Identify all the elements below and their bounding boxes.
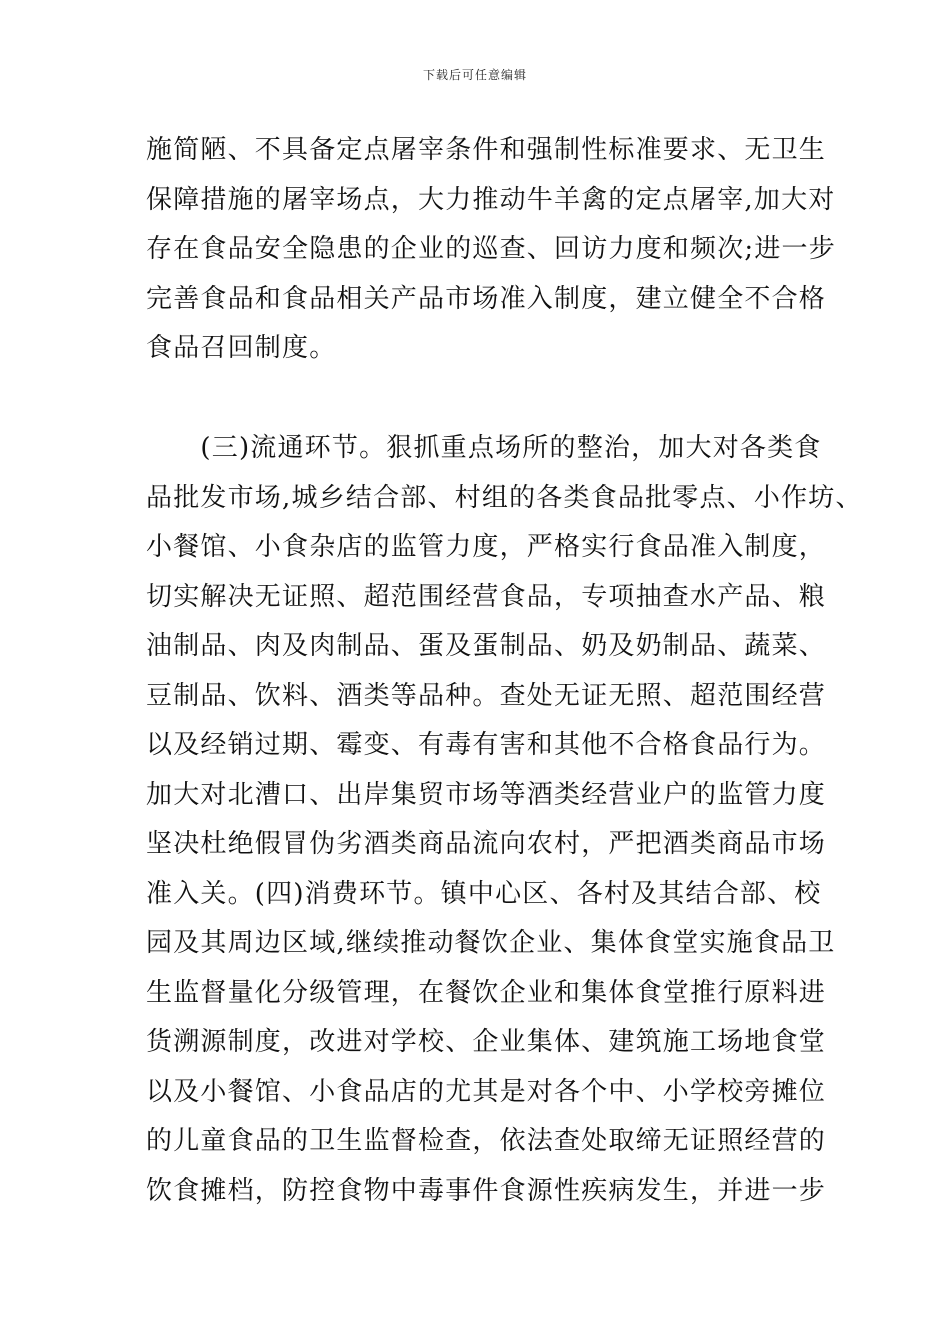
header-note: 下载后可任意编辑 — [422, 68, 527, 82]
text-line: 的儿童食品的卫生监督检查，依法查处取缔无证照经营的 — [146, 1126, 827, 1156]
paragraph-1 — [146, 126, 836, 374]
text-line: 保障措施的屠宰场点，大力推动牛羊禽的定点屠宰,加大对 — [146, 184, 836, 215]
text-line: 存在食品安全隐患的企业的巡查、回访力度和频次;进一步 — [146, 234, 836, 264]
text-line: (三)流通环节。狠抓重点场所的整治，加大对各类食 — [146, 433, 822, 463]
text-line: 油制品、肉及肉制品、蛋及蛋制品、奶及奶制品、蔬菜、 — [146, 631, 827, 661]
text-line: 饮食摊档，防控食物中毒事件食源性疾病发生，并进一步 — [146, 1175, 827, 1206]
text-line: 坚决杜绝假冒伪劣酒类商品流向农村，严把酒类商品市场 — [146, 829, 827, 859]
text-line: 以及经销过期、霉变、有毒有害和其他不合格食品行为。 — [146, 730, 827, 760]
paragraph-2 — [146, 424, 863, 1216]
text-line: 施简陋、不具备定点屠宰条件和强制性标准要求、无卫生 — [146, 135, 827, 165]
text-line: 小餐馆、小食杂店的监管力度，严格实行食品准入制度， — [146, 532, 827, 562]
text-line: 加大对北漕口、出岸集贸市场等酒类经营业户的监管力度 — [146, 779, 827, 810]
text-line: 以及小餐馆、小食品店的尤其是对各个中、小学校旁摊位 — [146, 1076, 827, 1107]
text-line: 完善食品和食品相关产品市场准入制度，建立健全不合格 — [146, 283, 827, 314]
text-line: 豆制品、饮料、酒类等品种。查处无证无照、超范围经营 — [146, 680, 827, 711]
text-line: 准入关。(四)消费环节。镇中心区、各村及其结合部、校 — [146, 878, 822, 909]
text-line: 园及其周边区域,继续推动餐饮企业、集体食堂实施食品卫 — [146, 928, 836, 958]
text-line: 品批发市场,城乡结合部、村组的各类食品批零点、小作坊、 — [146, 482, 863, 513]
text-line: 切实解决无证照、超范围经营食品，专项抽查水产品、粮 — [146, 581, 827, 612]
text-line: 货溯源制度，改进对学校、企业集体、建筑施工场地食堂 — [146, 1027, 827, 1057]
text-line: 生监督量化分级管理，在餐饮企业和集体食堂推行原料进 — [146, 977, 827, 1008]
text-line: 食品召回制度。 — [146, 333, 337, 363]
